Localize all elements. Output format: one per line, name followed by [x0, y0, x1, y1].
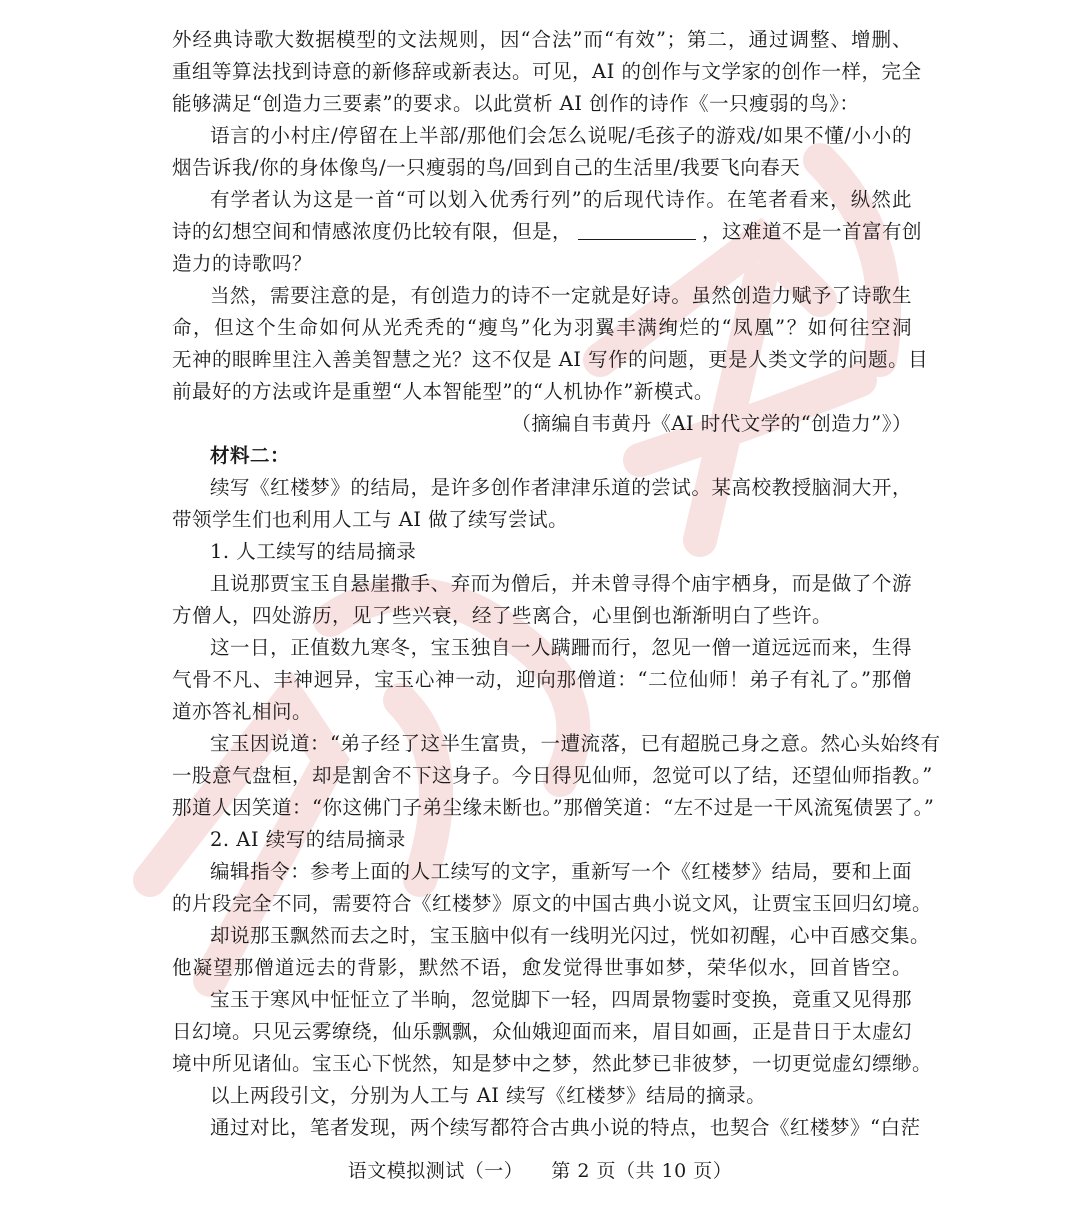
text-line: 前最好的方法或许是重塑“人本智能型”的“人机协作”新模式。 — [172, 380, 714, 403]
text-segment: 诗的幻想空间和情感浓度仍比较有限，但是， — [172, 220, 573, 243]
article-body — [172, 24, 941, 1144]
section-heading: 1. 人工续写的结局摘录 — [210, 540, 417, 563]
section-heading: 2. AI 续写的结局摘录 — [210, 828, 406, 851]
text-line: 宝玉于寒风中怔怔立了半晌，忽觉脚下一轻，四周景物霎时变换，竟重又见得那 — [210, 988, 912, 1011]
text-line: 的片段完全不同，需要符合《红楼梦》原文的中国古典小说文风，让贾宝玉回归幻境。 — [172, 892, 933, 915]
text-line: 气骨不凡、丰神迥异，宝玉心神一动，迎向那僧道：“二位仙师！弟子有礼了。”那僧 — [172, 668, 912, 691]
text-line: 编辑指令：参考上面的人工续写的文字，重新写一个《红楼梦》结局，要和上面 — [210, 860, 912, 883]
text-line: 有学者认为这是一首“可以划入优秀行列”的后现代诗作。在笔者看来，纵然此 — [210, 188, 912, 211]
exam-title: 语文模拟测试（一） — [347, 1160, 524, 1182]
text-line: 境中所见诸仙。宝玉心下恍然，知是梦中之梦，然此梦已非彼梦，一切更觉虚幻缥缈。 — [172, 1052, 933, 1075]
text-line: 以上两段引文，分别为人工与 AI 续写《红楼梦》结局的摘录。 — [210, 1084, 767, 1107]
page-number: 第 2 页（共 10 页） — [551, 1160, 733, 1182]
text-line: 却说那玉飘然而去之时，宝玉脑中似有一线明光闪过，恍如初醒，心中百感交集。 — [210, 924, 931, 947]
text-line: 带领学生们也利用人工与 AI 做了续写尝试。 — [172, 508, 569, 531]
text-line: 宝玉因说道：“弟子经了这半生富贵，一遭流落，已有超脱己身之意。然心头始终有 — [210, 732, 941, 755]
text-line: 日幻境。只见云雾缭绕，仙乐飘飘，众仙娥迎面而来，眉目如画，正是昔日于太虚幻 — [172, 1020, 913, 1043]
text-line: 无神的眼眸里注入善美智慧之光？这不仅是 AI 写作的问题，更是人类文学的问题。目 — [172, 348, 929, 371]
text-segment: ，这难道不是一首富有创 — [702, 220, 923, 243]
text-line: 当然，需要注意的是，有创造力的诗不一定就是好诗。虽然创造力赋予了诗歌生 — [210, 284, 912, 307]
text-line: 且说那贾宝玉自悬崖撒手、弃而为僧后，并未曾寻得个庙宇栖身，而是做了个游 — [210, 572, 912, 595]
text-line: 造力的诗歌吗？ — [172, 252, 313, 275]
material-heading: 材料二： — [210, 444, 291, 467]
text-line: 通过对比，笔者发现，两个续写都符合古典小说的特点，也契合《红楼梦》“白茫 — [210, 1116, 921, 1139]
poem-line: 烟告诉我/你的身体像鸟/一只瘦弱的鸟/回到自己的生活里/我要飞向春天 — [172, 156, 801, 179]
text-line: 一股意气盘桓，却是割舍不下这身子。今日得见仙师，忽觉可以了结，还望仙师指教。” — [172, 764, 933, 787]
text-line: 这一日，正值数九寒冬，宝玉独自一人蹒跚而行，忽见一僧一道远远而来，生得 — [210, 636, 912, 659]
text-line: 方僧人，四处游历，见了些兴衰，经了些离合，心里倒也渐渐明白了些许。 — [172, 604, 833, 627]
text-line: 外经典诗歌大数据模型的文法规则，因“合法”而“有效”；第二，通过调整、增删、 — [172, 28, 912, 51]
fill-in-blank — [578, 219, 696, 240]
source-citation: （摘编自韦黄丹《AI 时代文学的“创造力”》） — [511, 412, 912, 435]
text-line-with-blank — [172, 216, 923, 248]
text-line: 能够满足“创造力三要素”的要求。以此赏析 AI 创作的诗作《一只瘦弱的鸟》： — [172, 92, 860, 115]
poem-line: 语言的小村庄/停留在上半部/那他们会怎么说呢/毛孩子的游戏/如果不懂/小小的 — [210, 124, 912, 147]
text-line: 他凝望那僧道远去的背影，默然不语，愈发觉得世事如梦，荣华似水，回首皆空。 — [172, 956, 912, 979]
text-line: 重组等算法找到诗意的新修辞或新表达。可见，AI 的创作与文学家的创作一样，完全 — [172, 60, 922, 83]
text-line: 道亦答礼相问。 — [172, 700, 313, 723]
text-line: 命，但这个生命如何从光秃秃的“瘦鸟”化为羽翼丰满绚烂的“凤凰”？如何往空洞 — [172, 316, 912, 339]
text-line: 续写《红楼梦》的结局，是许多创作者津津乐道的尝试。某高校教授脑洞大开， — [210, 476, 912, 499]
page-footer — [0, 1156, 1080, 1183]
text-line: 那道人因笑道：“你这佛门子弟尘缘未断也。”那僧笑道：“左不过是一干风流冤债罢了。” — [172, 796, 935, 819]
